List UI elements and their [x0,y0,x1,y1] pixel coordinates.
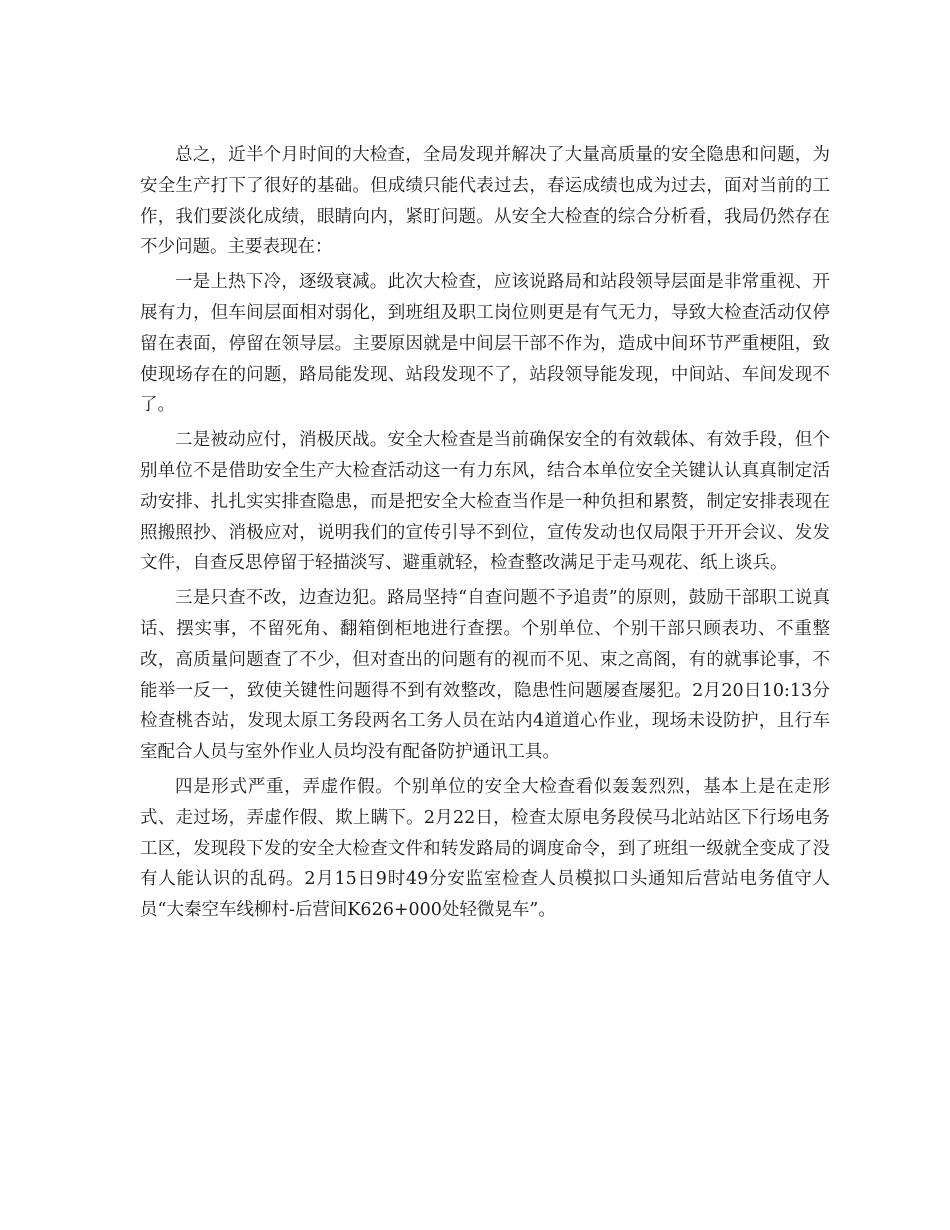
paragraph-summary: 总之，近半个月时间的大检查，全局发现并解决了大量高质量的安全隐患和问题，为安全生产打下了很好的基础。但成绩只能代表过去，春运成绩也成为过去，面对当前的工作，我们要淡化成绩，眼睛向内，紧盯问题。从安全大检查的综合分析看，我局仍然存在不少问题。主要表现在： [140,145,830,258]
paragraph-issue-two: 二是被动应付，消极厌战。安全大检查是当前确保安全的有效载体、有效手段，但个别单位不是借助安全生产大检查活动这一有力东风，结合本单位安全关键认认真真制定活动安排、扎扎实实排查隐患，而是把安全大检查当作是一种负担和累赘，制定安排表现在照搬照抄、消极应对，说明我们的宣传引导不到位，宣传发动也仅局限于开开会议、发发文件，自查反思停留于轻描淡写、避重就轻，检查整改满足于走马观花、纸上谈兵。 [140,430,830,574]
paragraph-issue-four: 四是形式严重，弄虚作假。个别单位的安全大检查看似轰轰烈烈，基本上是在走形式、走过场，弄虚作假、欺上瞒下。2月22日，检查太原电务段侯马北站站区下行场电务工区，发现段下发的安全大检查文件和转发路局的调度命令，到了班组一级就全变成了没有人能认识的乱码。2月15日9时49分安监室检查人员模拟口头通知后营站电务值守人员“大秦空车线柳村-后营间K626+000处轻微晃车”。 [140,776,830,921]
paragraph-issue-three: 三是只查不改，边查边犯。路局坚持“自查问题不予追责”的原则，鼓励干部职工说真话、摆实事，不留死角、翻箱倒柜地进行查摆。个别单位、个别干部只顾表功、不重整改，高质量问题查了不少，但对查出的问题有的视而不见、束之高阁，有的就事论事，不能举一反一，致使关键性问题得不到有效整改，隐患性问题屡查屡犯。2月20日10:13分检查桃杏站，发现太原工务段两名工务人员在站内4道道心作业，现场未设防护，且行车室配合人员与室外作业人员均没有配备防护通讯工具。 [140,588,830,763]
document-body [140,140,830,930]
paragraph-issue-one: 一是上热下冷，逐级衰减。此次大检查，应该说路局和站段领导层面是非常重视、开展有力，但车间层面相对弱化，到班组及职工岗位则更是有气无力，导致大检查活动仅停留在表面，停留在领导层。主要原因就是中间层干部不作为，造成中间环节严重梗阻，致使现场存在的问题，路局能发现、站段发现不了，站段领导能发现，中间站、车间发现不了。 [140,272,830,416]
